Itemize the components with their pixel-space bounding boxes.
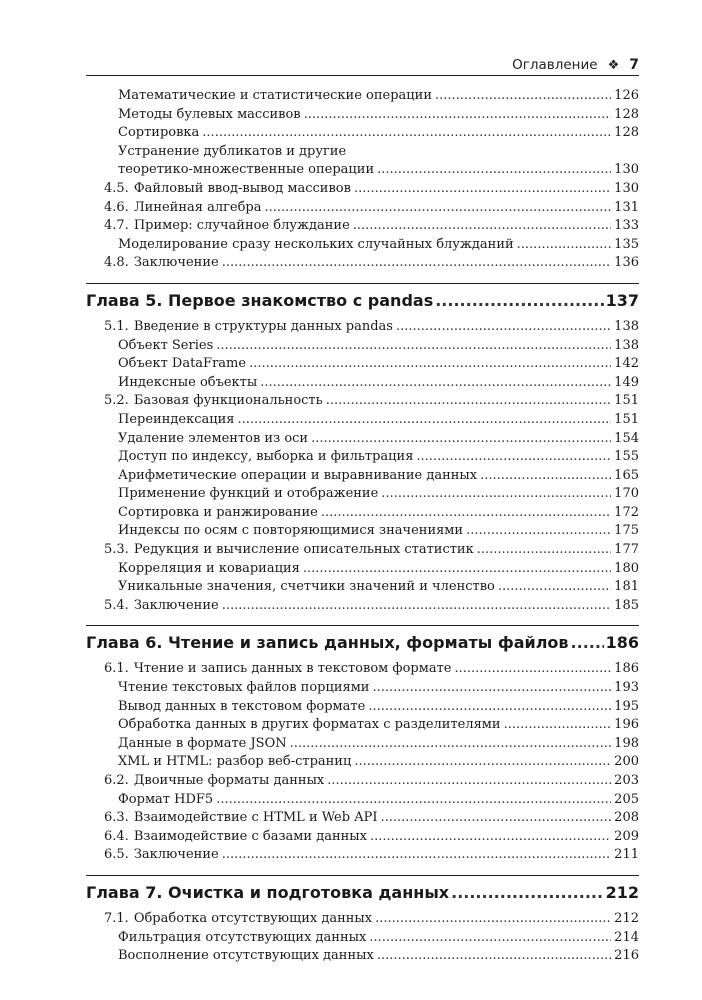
entry-page-number: 170	[614, 486, 639, 502]
entry-title: Обработка отсутствующих данных	[133, 910, 373, 926]
entry-title: Заключение	[133, 597, 219, 613]
entry-page-number: 193	[614, 680, 639, 696]
entry-title: Данные в формате JSON	[118, 735, 287, 751]
dot-leader	[311, 430, 611, 449]
dot-leader	[370, 828, 611, 847]
dot-leader	[381, 485, 611, 504]
dot-leader	[260, 374, 611, 393]
entry-page-number: 135	[614, 236, 639, 252]
entry-title: Взаимодействие с базами данных	[133, 828, 367, 844]
dot-leader	[216, 337, 611, 356]
dot-leader	[354, 753, 611, 772]
entry-page-number: 165	[614, 467, 639, 483]
entry-title: Фильтрация отсутствующих данных	[118, 929, 367, 945]
entry-title: Обработка данных в других форматах с разделителями	[118, 717, 501, 733]
dot-leader	[202, 124, 611, 143]
entry-page-number: 196	[614, 717, 639, 733]
dot-leader	[435, 87, 611, 106]
entry-title: Сортировка	[118, 125, 200, 141]
toc-chapter-entry[interactable]	[86, 625, 639, 660]
toc-section-entry[interactable]	[86, 254, 639, 273]
dot-leader	[265, 199, 612, 218]
running-head	[86, 55, 639, 76]
entry-page-number: 195	[614, 698, 639, 714]
dot-leader	[375, 910, 611, 929]
entry-title: Применение функций и отображение	[118, 486, 379, 502]
entry-title: Пример: случайное блуждание	[133, 218, 350, 234]
entry-page-number: 177	[614, 542, 639, 558]
dot-leader	[326, 392, 611, 411]
toc-section-entry[interactable]	[86, 597, 639, 616]
section-number: 4.8.	[104, 255, 129, 271]
entry-page-number: 216	[614, 948, 639, 964]
entry-title: теоретико-множественные операции	[118, 162, 375, 178]
entry-page-number: 133	[614, 218, 639, 234]
entry-page-number: 205	[614, 791, 639, 807]
entry-page-number: 128	[614, 106, 639, 122]
toc-subsection-entry[interactable]	[86, 504, 639, 523]
dot-leader	[222, 846, 611, 865]
entry-title: Сортировка и ранжирование	[118, 504, 318, 520]
entry-page-number: 155	[614, 449, 639, 465]
toc-subsection-entry[interactable]	[86, 337, 639, 356]
toc-section-entry[interactable]	[86, 846, 639, 865]
entry-page-number: 149	[614, 374, 639, 390]
toc-chapter-entry[interactable]	[86, 875, 639, 910]
dot-leader	[321, 504, 611, 523]
ornament-icon: ❖	[607, 57, 620, 73]
toc-subsection-entry[interactable]	[86, 374, 639, 393]
section-number: 6.2.	[104, 773, 129, 788]
entry-title: Удаление элементов из оси	[118, 430, 309, 446]
entry-title: Арифметические операции и выравнивание данных	[118, 467, 478, 483]
toc-section-entry[interactable]	[86, 809, 639, 828]
entry-title: XML и HTML: разбор веб-страниц	[118, 754, 352, 770]
dot-leader	[372, 679, 611, 698]
dot-leader	[466, 522, 611, 541]
dot-leader	[480, 467, 611, 486]
toc-entry-title-line: Устранение дубликатов и другие	[118, 143, 347, 159]
dot-leader	[249, 355, 611, 374]
toc-subsection-entry[interactable]	[86, 698, 639, 717]
entry-title: Чтение текстовых файлов порциями	[118, 680, 370, 696]
entry-title: Взаимодействие с HTML и Web API	[133, 810, 378, 826]
toc-section-entry[interactable]	[86, 318, 639, 337]
entry-title: Двоичные форматы данных	[133, 773, 325, 788]
dot-leader	[237, 411, 611, 430]
dot-leader	[290, 735, 612, 754]
entry-title: Объект Series	[118, 337, 214, 353]
toc-subsection-entry[interactable]	[86, 791, 639, 810]
dot-leader	[396, 318, 611, 337]
dot-leader	[216, 791, 611, 810]
toc-chapter-entry[interactable]	[86, 283, 639, 318]
dot-leader	[369, 929, 611, 948]
entry-page-number: 211	[614, 847, 639, 863]
entry-page-number: 200	[614, 754, 639, 770]
toc-subsection-entry[interactable]	[86, 448, 639, 467]
dot-leader	[477, 541, 611, 560]
toc-section-entry[interactable]	[86, 199, 639, 218]
dot-leader	[377, 161, 611, 180]
entry-page-number: 130	[614, 180, 639, 196]
entry-title: Корреляция и ковариация	[118, 560, 300, 576]
entry-page-number: 212	[614, 910, 639, 926]
dot-leader	[368, 698, 611, 717]
toc-subsection-entry[interactable]	[86, 124, 639, 143]
dot-leader	[377, 947, 611, 966]
dot-leader	[222, 597, 611, 616]
toc-subsection-entry[interactable]	[86, 578, 639, 597]
entry-page-number: 180	[614, 560, 639, 576]
toc-subsection-entry[interactable]	[86, 947, 639, 966]
dot-leader	[498, 578, 611, 597]
toc-subsection-entry[interactable]	[86, 411, 639, 430]
section-number: 5.4.	[104, 597, 129, 613]
dot-leader	[380, 809, 611, 828]
entry-page-number: 172	[614, 504, 639, 520]
entry-title: Доступ по индексу, выборка и фильтрация	[118, 449, 414, 465]
toc-subsection-entry[interactable]	[86, 106, 639, 125]
chapter-page-number: 212	[605, 882, 639, 902]
toc-section-entry[interactable]	[86, 660, 639, 679]
toc-subsection-entry[interactable]	[86, 161, 639, 180]
chapter-title: Глава 6. Чтение и запись данных, форматы файлов	[86, 633, 569, 653]
toc-subsection-entry[interactable]	[86, 485, 639, 504]
entry-page-number: 203	[614, 773, 639, 788]
dot-leader	[327, 772, 611, 791]
section-number: 4.7.	[104, 218, 129, 234]
entry-page-number: 186	[614, 661, 639, 677]
toc-section-entry[interactable]	[86, 217, 639, 236]
entry-title: Индексные объекты	[118, 374, 258, 390]
chapter-title: Глава 5. Первое знакомство с pandas	[86, 290, 434, 310]
chapter-page-number: 186	[605, 633, 639, 653]
entry-title: Введение в структуры данных pandas	[133, 318, 393, 334]
entry-page-number: 151	[614, 411, 639, 427]
entry-title: Переиндексация	[118, 411, 235, 427]
toc-subsection-entry[interactable]	[86, 560, 639, 579]
section-number: 6.3.	[104, 810, 129, 826]
running-head-section: Оглавление	[512, 57, 598, 73]
section-number: 7.1.	[104, 910, 129, 926]
entry-title: Формат HDF5	[118, 791, 214, 807]
entry-page-number: 209	[614, 828, 639, 844]
entry-title: Уникальные значения, счетчики значений и членство	[118, 579, 495, 595]
toc-section-entry[interactable]	[86, 541, 639, 560]
toc-subsection-entry[interactable]	[86, 236, 639, 255]
toc-section-entry[interactable]	[86, 392, 639, 411]
section-number: 5.1.	[104, 318, 129, 334]
toc-subsection-entry[interactable]	[86, 87, 639, 106]
section-number: 5.2.	[104, 393, 129, 409]
dot-leader	[454, 660, 611, 679]
dot-leader	[504, 716, 612, 735]
toc-section-entry[interactable]	[86, 828, 639, 847]
entry-title: Заключение	[133, 847, 219, 863]
toc-subsection-entry[interactable]	[86, 716, 639, 735]
section-number: 5.3.	[104, 542, 129, 558]
entry-page-number: 136	[614, 255, 639, 271]
entry-title: Заключение	[133, 255, 219, 271]
dot-leader	[354, 180, 611, 199]
section-number: 4.5.	[104, 180, 129, 196]
entry-page-number: 138	[614, 318, 639, 334]
entry-page-number: 151	[614, 393, 639, 409]
entry-page-number: 181	[614, 579, 639, 595]
dot-leader	[303, 560, 611, 579]
entry-title: Редукция и вычисление описательных статистик	[133, 542, 474, 558]
toc-subsection-entry[interactable]	[86, 467, 639, 486]
page-number: 7	[629, 57, 639, 73]
entry-page-number: 154	[614, 430, 639, 446]
entry-page-number: 214	[614, 929, 639, 945]
toc-subsection-entry[interactable]	[86, 735, 639, 754]
entry-title: Моделирование сразу нескольких случайных блужданий	[118, 236, 514, 252]
entry-page-number: 130	[614, 162, 639, 178]
toc-section-entry[interactable]	[86, 180, 639, 199]
entry-page-number: 175	[614, 523, 639, 539]
toc-subsection-entry[interactable]	[86, 929, 639, 948]
entry-title: Чтение и запись данных в текстовом формате	[133, 661, 452, 677]
entry-page-number: 198	[614, 735, 639, 751]
entry-title: Методы булевых массивов	[118, 106, 301, 122]
entry-title: Индексы по осям с повторяющимися значениями	[118, 523, 464, 539]
toc-subsection-entry[interactable]	[86, 430, 639, 449]
entry-title: Восполнение отсутствующих данных	[118, 948, 374, 964]
toc-subsection-entry[interactable]	[86, 355, 639, 374]
entry-page-number: 138	[614, 337, 639, 353]
chapter-page-number: 137	[605, 290, 639, 310]
entry-title: Объект DataFrame	[118, 356, 247, 372]
toc-section-entry[interactable]	[86, 772, 639, 791]
toc-subsection-entry[interactable]	[86, 679, 639, 698]
dot-leader	[304, 106, 612, 125]
toc-subsection-entry[interactable]	[86, 522, 639, 541]
section-number: 4.6.	[104, 199, 129, 215]
entry-title: Линейная алгебра	[133, 199, 262, 215]
section-number: 6.5.	[104, 847, 129, 863]
dot-leader	[571, 626, 604, 660]
dot-leader	[353, 217, 611, 236]
toc-section-entry[interactable]	[86, 910, 639, 929]
entry-page-number: 126	[614, 88, 639, 103]
toc-subsection-entry[interactable]	[86, 753, 639, 772]
chapter-title: Глава 7. Очистка и подготовка данных	[86, 882, 450, 902]
dot-leader	[451, 876, 603, 910]
dot-leader	[517, 236, 612, 255]
entry-title: Файловый ввод-вывод массивов	[133, 180, 351, 196]
table-of-contents	[86, 87, 639, 966]
section-number: 6.4.	[104, 828, 129, 844]
section-number: 6.1.	[104, 661, 129, 677]
dot-leader	[435, 284, 603, 318]
entry-title: Базовая функциональность	[133, 393, 323, 409]
entry-title: Математические и статистические операции	[118, 88, 432, 103]
dot-leader	[416, 448, 611, 467]
entry-page-number: 142	[614, 356, 639, 372]
entry-page-number: 208	[614, 810, 639, 826]
dot-leader	[222, 254, 611, 273]
entry-title: Вывод данных в текстовом формате	[118, 698, 366, 714]
entry-page-number: 185	[614, 597, 639, 613]
entry-page-number: 131	[614, 199, 639, 215]
entry-page-number: 128	[614, 125, 639, 141]
